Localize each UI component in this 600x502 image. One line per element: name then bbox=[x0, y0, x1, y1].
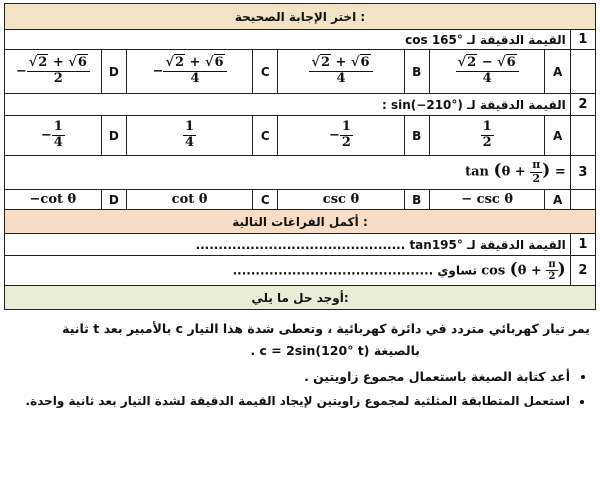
q3-option-a: − csc θ bbox=[429, 190, 545, 210]
question-3-number: 3 bbox=[570, 156, 595, 190]
q2-label-c: C bbox=[253, 116, 278, 156]
task-item-2: • استعمل المتطابقة المثلثية لمجموع زاويتين لإيجاد القيمة الدقيقة لشدة التيار بعد ثانية واحدة. bbox=[12, 390, 570, 412]
question-3-text: tan (θ + $\frac{\pi}{2}$ ) = bbox=[5, 156, 571, 190]
question-1-number: 1 bbox=[570, 30, 595, 50]
q1-option-c: − $\frac{√2 + √6}{4}$ bbox=[126, 50, 252, 94]
q2-label-b: B bbox=[404, 116, 429, 156]
q1-label-c: C bbox=[253, 50, 278, 94]
q3-label-a: A bbox=[545, 190, 570, 210]
section-title-multiple-choice: اختر الإجابة الصحيحة : bbox=[5, 4, 596, 30]
section-title-fill-blanks: أكمل الفراغات التالية : bbox=[5, 210, 596, 234]
fill-2-number: 2 bbox=[570, 256, 595, 286]
task-item-1: • أعد كتابة الصيغة باستعمال مجموع زاويتين . bbox=[12, 366, 570, 388]
question-1-options bbox=[5, 50, 596, 94]
q3-option-d: −cot θ bbox=[5, 190, 102, 210]
q1-label-d: D bbox=[101, 50, 126, 94]
q2-option-c: $\frac{1}{4}$ bbox=[126, 116, 252, 156]
worksheet bbox=[4, 3, 596, 414]
task-list bbox=[12, 366, 590, 412]
fill-2-suffix: تساوي ............................................ bbox=[232, 263, 478, 277]
q2-label-d: D bbox=[101, 116, 126, 156]
q1-option-b: $\frac{√2 + √6}{4}$ bbox=[278, 50, 404, 94]
q3-option-b: csc θ bbox=[278, 190, 404, 210]
q2-option-b: − $\frac{1}{2}$ bbox=[278, 116, 404, 156]
question-2-text: القيمة الدقيقة لـ sin(−210°) : bbox=[5, 94, 571, 116]
question-3-options bbox=[5, 190, 596, 210]
q3-option-c: cot θ bbox=[126, 190, 252, 210]
section-title-solve: أوجد حل ما يلي: bbox=[5, 286, 596, 310]
q1-option-a: $\frac{√2 - √6}{4}$ bbox=[429, 50, 545, 94]
q1-label-a: A bbox=[545, 50, 570, 94]
q2-option-a: $\frac{1}{2}$ bbox=[429, 116, 545, 156]
q3-label-b: B bbox=[404, 190, 429, 210]
question-1-text: القيمة الدقيقة لـ cos 165° bbox=[5, 30, 571, 50]
fill-1-number: 1 bbox=[570, 234, 595, 256]
q1-option-d: − $\frac{√2 + √6}{2}$ bbox=[5, 50, 102, 94]
fill-1-text: القيمة الدقيقة لـ tan195° .............................................. bbox=[5, 234, 571, 256]
fill-2-text: cos (θ + $\frac{\pi}{2}$ ) تساوي ............................................ bbox=[5, 256, 571, 286]
q2-label-a: A bbox=[545, 116, 570, 156]
q2-option-d: − $\frac{1}{4}$ bbox=[5, 116, 102, 156]
questions-table bbox=[4, 3, 596, 310]
problem-line-2: بالصيغة c = 2sin(120° t) . bbox=[250, 343, 420, 358]
q1-label-b: B bbox=[404, 50, 429, 94]
question-2-number: 2 bbox=[570, 94, 595, 116]
problem-line-1: يمر تيار كهربائي متردد في دائرة كهربائية ، وتعطى شدة هذا التيار c بالأمبير بعد t ثانية bbox=[62, 321, 590, 336]
q3-label-c: C bbox=[253, 190, 278, 210]
problem-body bbox=[4, 310, 596, 412]
q3-label-d: D bbox=[101, 190, 126, 210]
question-2-options bbox=[5, 116, 596, 156]
